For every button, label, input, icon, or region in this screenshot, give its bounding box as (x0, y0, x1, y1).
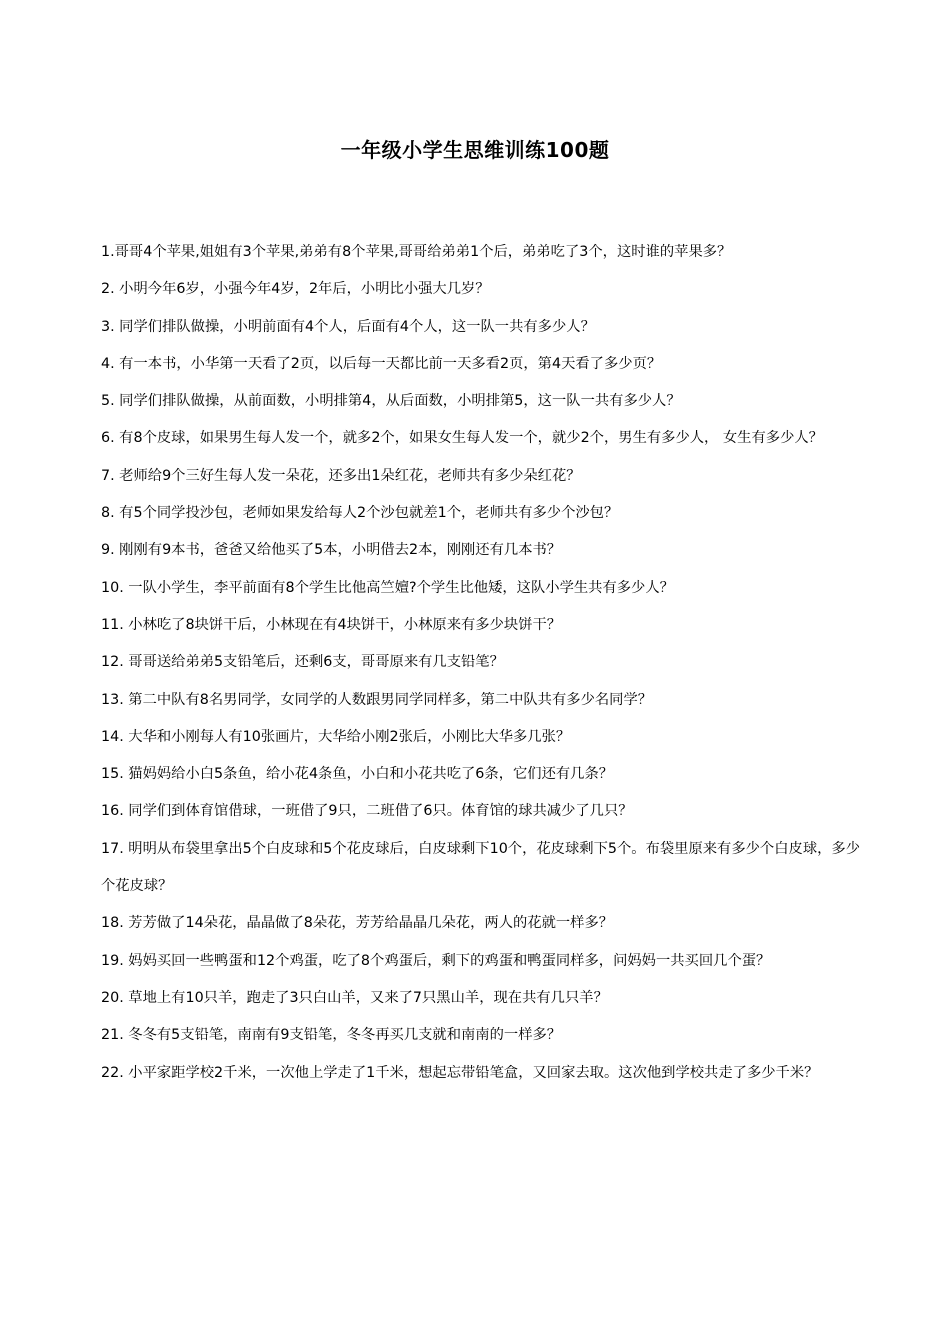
question-item: 14. 大华和小刚每人有10张画片，大华给小刚2张后，小刚比大华多几张？ (101, 728, 571, 745)
question-item: 15. 猫妈妈给小白5条鱼，给小花4条鱼，小白和小花共吃了6条，它们还有几条？ (101, 766, 614, 783)
question-item: 13. 第二中队有8名男同学，女同学的人数跟男同学同样多，第二中队共有多少名同学？ (101, 691, 653, 708)
question-item: 6. 有8个皮球，如果男生每人发一个，就多2个，如果女生每人发一个，就少2个，男生有多少人， 女生有多少人？ (101, 430, 823, 447)
question-list (101, 234, 861, 1092)
question-item: 18. 芳芳做了14朵花，晶晶做了8朵花，芳芳给晶晶几朵花，两人的花就一样多？ (101, 915, 614, 932)
question-item: 7. 老师给9个三好生每人发一朵花，还多出1朵红花，老师共有多少朵红花？ (101, 467, 581, 484)
question-item: 11. 小林吃了8块饼干后，小林现在有4块饼干，小林原来有多少块饼干？ (101, 616, 562, 633)
question-item: 12. 哥哥送给弟弟5支铅笔后，还剩6支，哥哥原来有几支铅笔？ (101, 654, 504, 671)
question-item: 3. 同学们排队做操，小明前面有4个人，后面有4个人，这一队一共有多少人？ (101, 318, 595, 335)
question-item: 17. 明明从布袋里拿出5个白皮球和5个花皮球后，白皮球剩下10个，花皮球剩下5个。布袋里原来有多少个白皮球，多少个花皮球？ (101, 840, 861, 895)
question-item: 4. 有一本书，小华第一天看了2页，以后每一天都比前一天多看2页，第4天看了多少页？ (101, 355, 662, 372)
question-item: 21. 冬冬有5支铅笔，南南有9支铅笔，冬冬再买几支就和南南的一样多？ (101, 1027, 562, 1044)
question-item: 9. 刚刚有9本书，爸爸又给他买了5本，小明借去2本，刚刚还有几本书？ (101, 542, 562, 559)
page-title: 一年级小学生思维训练100题 (340, 138, 610, 162)
question-item: 2. 小明今年6岁，小强今年4岁，2年后，小明比小强大几岁？ (101, 281, 490, 298)
question-item: 1.哥哥4个苹果,姐姐有3个苹果,弟弟有8个苹果,哥哥给弟弟1个后，弟弟吃了3个，这时谁的苹果多？ (101, 244, 732, 260)
question-item: 8. 有5个同学投沙包，老师如果发给每人2个沙包就差1个，老师共有多少个沙包？ (101, 505, 619, 522)
question-item: 19. 妈妈买回一些鸭蛋和12个鸡蛋，吃了8个鸡蛋后，剩下的鸡蛋和鸭蛋同样多，问妈妈一共买回几个蛋？ (101, 952, 771, 969)
question-item: 5. 同学们排队做操，从前面数，小明排第4，从后面数，小明排第5，这一队一共有多少人？ (101, 393, 681, 410)
question-item: 16. 同学们到体育馆借球，一班借了9只，二班借了6只。体育馆的球共减少了几只？ (101, 803, 633, 820)
question-item: 10. 一队小学生，李平前面有8个学生比他高竺嬗?个学生比他矮，这队小学生共有多少人？ (101, 579, 674, 596)
question-item: 20. 草地上有10只羊，跑走了3只白山羊，又来了7只黑山羊，现在共有几只羊？ (101, 989, 608, 1006)
question-item: 22. 小平家距学校2千米，一次他上学走了1千米，想起忘带铅笔盒，又回家去取。这次他到学校共走了多少千米？ (101, 1064, 819, 1081)
